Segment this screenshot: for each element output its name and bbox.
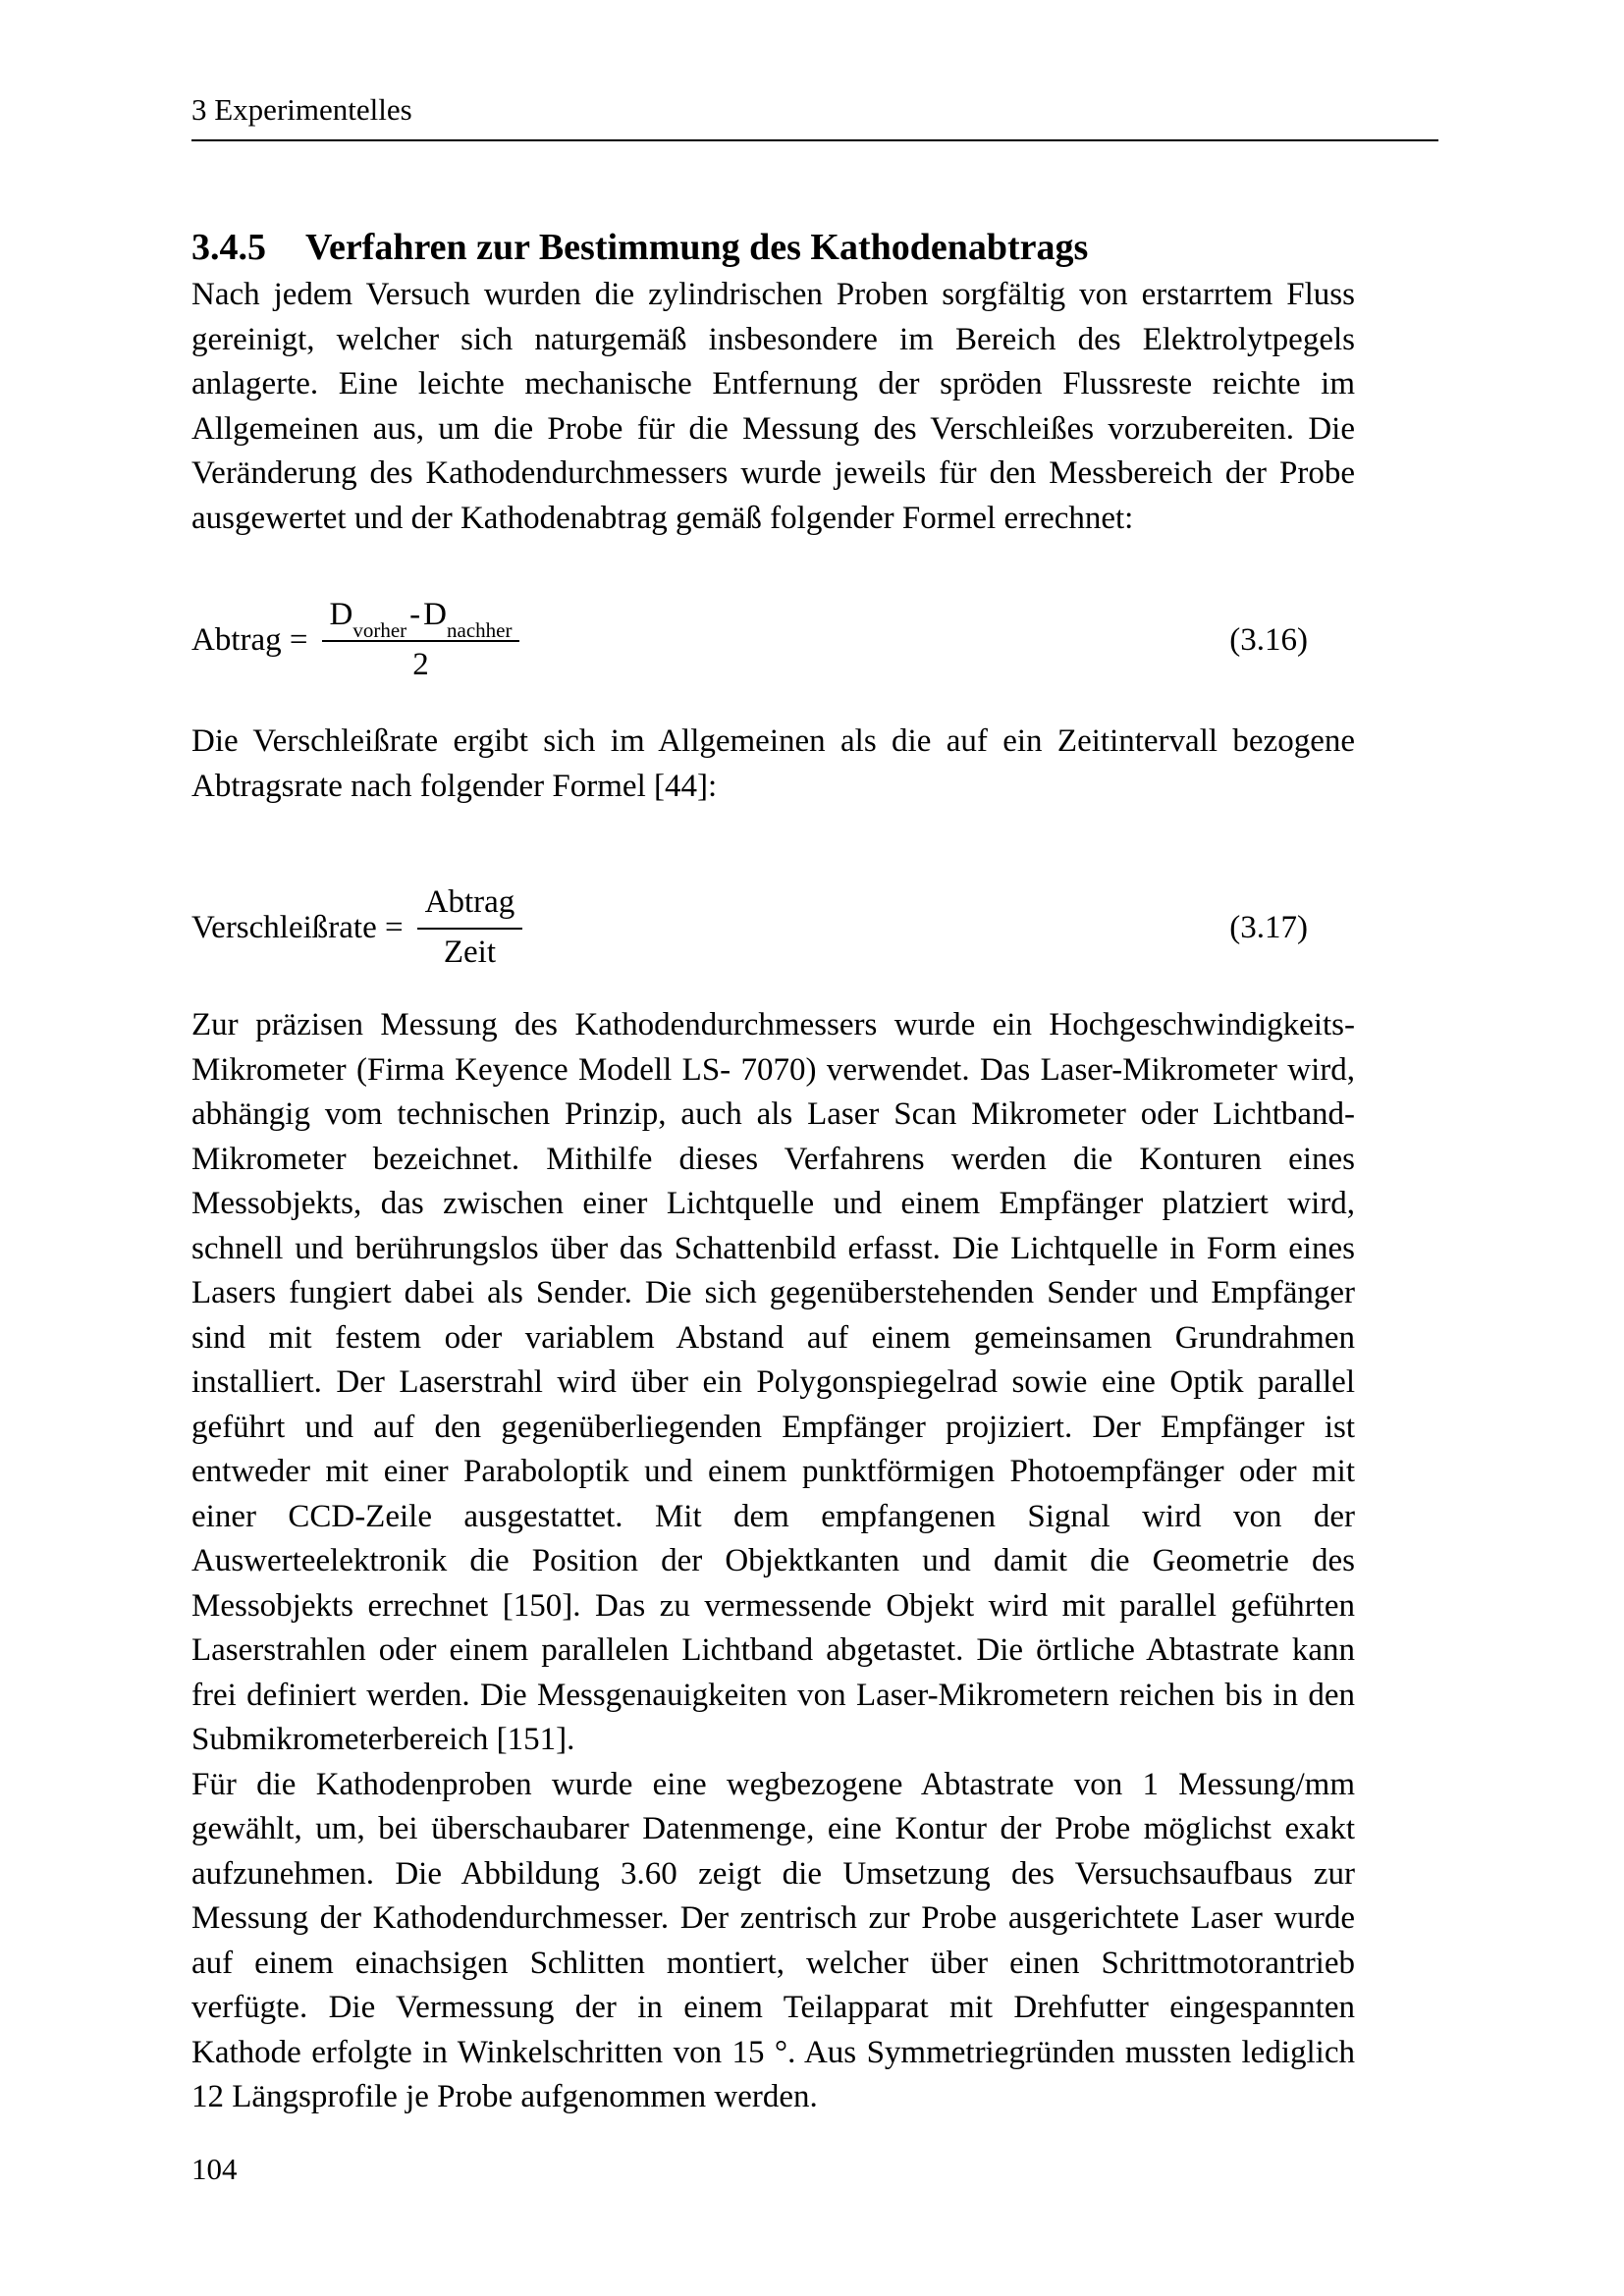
section-heading — [191, 226, 1438, 271]
fraction — [417, 884, 523, 971]
fraction-denominator: Zeit — [443, 934, 496, 970]
fraction-numerator: Abtrag — [417, 884, 523, 930]
fraction-denominator: 2 — [412, 647, 429, 682]
equation-number: (3.16) — [1229, 621, 1308, 658]
paragraph-verschleissrate: Die Verschleißrate ergibt sich im Allgemeinen als die auf ein Zeitintervall bezogene Abtragsrate nach folgender Formel [44]: — [191, 723, 1355, 804]
running-header: 3 Experimentelles — [191, 92, 1438, 141]
equation-3-16-body — [191, 597, 519, 683]
paragraph-intro: Nach jedem Versuch wurden die zylindrischen Proben sorgfältig von erstarrtem Fluss gereinigt, welcher sich naturgemäß insbesondere im Bereich des Elektrolytpegels anlagerte. Eine leichte mechanische Entfernung der spröden Flussreste reichte im Allgemeinen aus, um die Probe für die Messung des Verschleißes vorzubereiten. Die Veränderung des Kathodendurchmessers wurde jeweils für den Messbereich der Probe ausgewertet und der Kathodenabtrag gemäß folgender Formel errechnet: — [191, 277, 1355, 536]
page-number: 104 — [191, 2152, 238, 2186]
equation-lhs: Verschleißrate = — [191, 909, 404, 945]
section-title: Verfahren zur Bestimmung des Kathodenabtrags — [305, 226, 1089, 268]
fraction — [322, 597, 520, 683]
paragraph-kathodenproben: Für die Kathodenproben wurde eine wegbezogene Abtastrate von 1 Messung/mm gewählt, um, bei überschaubarer Datenmenge, eine Kontur der Probe möglichst exakt aufzunehmen. Die Abbildung 3.60 zeigt die Umsetzung des Versuchsaufbaus zur Messung der Kathodendurchmesser. Der zentrisch zur Probe ausgerichtete Laser wurde auf einem einachsigen Schlitten montiert, welcher über einen Schrittmotorantrieb verfügte. Die Vermessung der in einem Teilapparat mit Drehfutter eingespannten Kathode erfolgte in Winkelschritten von 15 °. Aus Symmetriegründen mussten lediglich 12 Längsprofile je Probe aufgenommen werden. — [191, 1766, 1355, 2114]
equation-3-17-body — [191, 884, 522, 971]
equation-3-17 — [191, 864, 1355, 991]
var-d-nachher: D — [423, 597, 447, 632]
equation-lhs: Abtrag = — [191, 621, 308, 658]
subscript-nachher: nachher — [447, 618, 513, 643]
var-d-vorher: D — [329, 597, 353, 632]
section-number: 3.4.5 — [191, 226, 266, 268]
equation-number: (3.17) — [1229, 909, 1308, 945]
minus-sign: - — [409, 597, 421, 632]
paragraph-laser-mikrometer: Zur präzisen Messung des Kathodendurchmessers wurde ein Hochgeschwindigkeits-Mikrometer (Firma Keyence Modell LS- 7070) verwendet. Das Laser-Mikrometer wird, abhängig vom technischen Prinzip, auch als Laser Scan Mikrometer oder Lichtband-Mikrometer bezeichnet. Mithilfe dieses Verfahrens werden die Konturen eines Messobjekts, das zwischen einer Lichtquelle und einem Empfänger platziert wird, schnell und berührungslos über das Schattenbild erfasst. Die Lichtquelle in Form eines Lasers fungiert dabei als Sender. Die sich gegenüberstehenden Sender und Empfänger sind mit festem oder variablem Abstand auf einem gemeinsamen Grundrahmen installiert. Der Laserstrahl wird über ein Polygonspiegelrad sowie eine Optik parallel geführt und auf den gegenüberliegenden Empfänger projiziert. Der Empfänger ist entweder mit einer Paraboloptik und einem punktförmigen Photoempfänger oder mit einer CCD-Zeile ausgestattet. Mit dem empfangenen Signal wird von der Auswerteelektronik die Position der Objektkanten und damit die Geometrie des Messobjekts errechnet [150]. Das zu vermessende Objekt wird mit parallel geführten Laserstrahlen oder einem parallelen Lichtband abgetastet. Die örtliche Abtastrate kann frei definiert werden. Die Messgenauigkeiten von Laser-Mikrometern reichen bis in den Submikrometerbereich [151]. — [191, 1007, 1355, 1757]
body-text-block — [191, 1003, 1355, 2120]
fraction-numerator — [322, 597, 520, 642]
equation-3-16 — [191, 581, 1355, 699]
subscript-vorher: vorher — [352, 618, 407, 643]
